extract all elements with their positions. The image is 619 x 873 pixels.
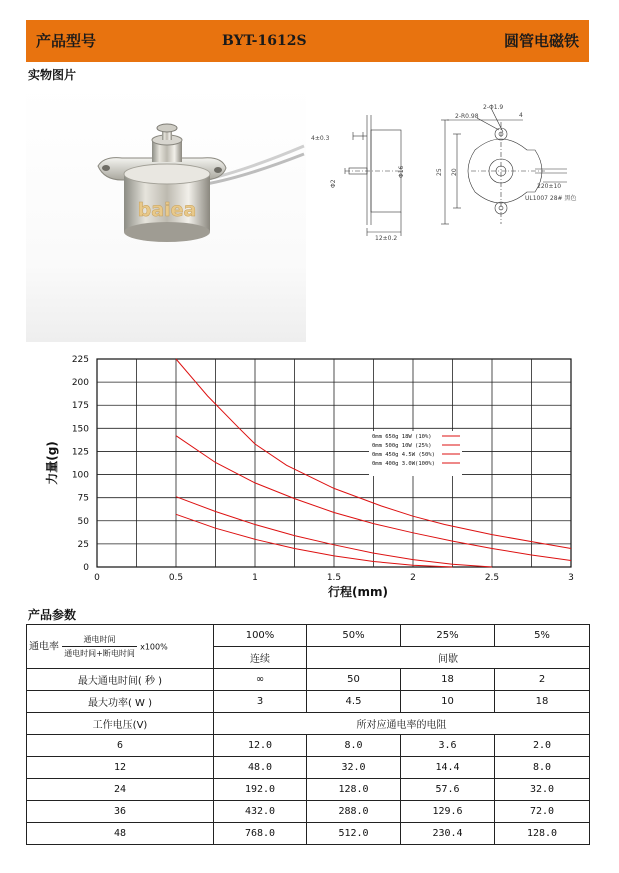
- dim-plunger-diameter: Φ2: [330, 179, 337, 188]
- resistance-cell: 8.0: [495, 757, 590, 779]
- resistance-cell: 288.0: [307, 801, 401, 823]
- product-photo: [26, 84, 306, 342]
- resistance-cell: 129.6: [401, 801, 495, 823]
- max-power-50: 4.5: [307, 691, 401, 713]
- y-axis-title: 力量(g): [45, 441, 59, 485]
- y-tick-label: 100: [71, 470, 89, 481]
- table-row: [27, 735, 590, 757]
- duty-5: 5%: [495, 625, 590, 647]
- resistance-cell: 432.0: [214, 801, 307, 823]
- y-tick-label: 175: [71, 401, 89, 412]
- x-tick-label: 3: [568, 573, 574, 583]
- legend-entry: 0mm 500g 10W (25%): [372, 443, 432, 449]
- y-tick-label: 200: [71, 378, 89, 389]
- table-row: [27, 801, 590, 823]
- dim-hole-offset: 4: [519, 112, 523, 119]
- resistance-cell: 14.4: [401, 757, 495, 779]
- duty-100: 100%: [214, 625, 307, 647]
- dim-hole-spacing: 20: [451, 168, 458, 176]
- voltage-header: 工作电压(V): [27, 713, 214, 735]
- dim-overall-height: 25: [436, 168, 443, 176]
- parameter-table: [26, 624, 590, 845]
- product-model-label: 产品型号: [36, 32, 97, 50]
- resistance-cell: 48.0: [214, 757, 307, 779]
- y-tick-label: 225: [71, 355, 89, 365]
- max-on-time-label: 最大通电时间( 秒 ): [27, 669, 214, 691]
- voltage-cell: 6: [27, 735, 214, 757]
- resistance-cell: 32.0: [495, 779, 590, 801]
- x-tick-label: 2: [410, 573, 416, 583]
- duty-formula-suffix: x100%: [140, 642, 168, 652]
- dim-lead-length: 220±10: [537, 183, 562, 190]
- product-model-value: BYT-1612S: [222, 33, 307, 49]
- max-on-time-100: ∞: [214, 669, 307, 691]
- continuous-label: 连续: [214, 647, 307, 669]
- resistance-cell: 12.0: [214, 735, 307, 757]
- y-tick-label: 125: [71, 447, 89, 458]
- max-power-label: 最大功率( W ): [27, 691, 214, 713]
- photo-section-title: 实物图片: [28, 68, 77, 82]
- duty-25: 25%: [401, 625, 495, 647]
- brand-logo: baiea: [137, 199, 197, 221]
- resistance-cell: 192.0: [214, 779, 307, 801]
- x-tick-labels: [94, 573, 574, 583]
- force-stroke-chart: [20, 350, 590, 605]
- duty-cycle-label: 通电率: [29, 641, 59, 653]
- dimension-drawings: [305, 100, 595, 250]
- resistance-cell: 512.0: [307, 823, 401, 845]
- x-tick-label: 0.5: [168, 573, 184, 583]
- max-on-time-50: 50: [307, 669, 401, 691]
- voltage-cell: 36: [27, 801, 214, 823]
- max-power-25: 10: [401, 691, 495, 713]
- duty-formula: [62, 634, 137, 659]
- x-tick-label: 2.5: [484, 573, 500, 583]
- x-tick-label: 1.5: [326, 573, 342, 583]
- legend-entry: 0mm 400g 3.0W(100%): [372, 461, 435, 467]
- table-row: [27, 779, 590, 801]
- table-row: [27, 823, 590, 845]
- max-on-time-5: 2: [495, 669, 590, 691]
- duty-formula-denominator: 通电时间+断电时间: [64, 649, 135, 658]
- y-tick-label: 150: [71, 424, 89, 435]
- resistance-cell: 128.0: [307, 779, 401, 801]
- x-axis-title: 行程(mm): [328, 585, 388, 599]
- resistance-cell: 2.0: [495, 735, 590, 757]
- x-tick-label: 1: [252, 573, 258, 583]
- header-bar: [26, 20, 589, 62]
- duty-50: 50%: [307, 625, 401, 647]
- dim-hole-radius: 2-R0.98: [455, 113, 479, 120]
- resistance-cell: 57.6: [401, 779, 495, 801]
- resistance-cell: 128.0: [495, 823, 590, 845]
- product-type: 圆管电磁铁: [503, 32, 579, 50]
- x-tick-label: 0: [94, 573, 100, 583]
- dim-flange-gap: 4±0.3: [311, 135, 330, 142]
- legend-entry: 0mm 450g 4.5W (50%): [372, 452, 435, 458]
- intermittent-label: 间歇: [307, 647, 590, 669]
- voltage-cell: 24: [27, 779, 214, 801]
- table-row: [27, 757, 590, 779]
- dim-hole-diameter: 2-Φ1.9: [483, 104, 504, 111]
- resistance-cell: 3.6: [401, 735, 495, 757]
- dim-body-diameter: Φ16: [398, 165, 405, 178]
- legend-entry: 0mm 650g 18W (10%): [372, 434, 432, 440]
- duty-formula-numerator: 通电时间: [62, 634, 137, 647]
- y-tick-labels: [72, 355, 89, 573]
- resistance-cell: 768.0: [214, 823, 307, 845]
- max-power-5: 18: [495, 691, 590, 713]
- y-tick-label: 75: [77, 493, 89, 504]
- max-on-time-25: 18: [401, 669, 495, 691]
- voltage-cell: 12: [27, 757, 214, 779]
- resistance-cell: 32.0: [307, 757, 401, 779]
- y-tick-label: 50: [77, 516, 89, 527]
- duty-cycle-label-cell: [27, 625, 214, 669]
- dim-lead-wire-spec: UL1007 28# 黑色: [525, 195, 577, 202]
- resistance-cell: 72.0: [495, 801, 590, 823]
- y-tick-label: 25: [77, 539, 89, 550]
- resistance-cell: 8.0: [307, 735, 401, 757]
- resistance-cell: 230.4: [401, 823, 495, 845]
- max-power-100: 3: [214, 691, 307, 713]
- y-tick-label: 0: [83, 563, 89, 573]
- params-section-title: 产品参数: [28, 608, 77, 622]
- voltage-cell: 48: [27, 823, 214, 845]
- resistance-header: 所对应通电率的电阻: [214, 713, 590, 735]
- solenoid-photo-image: [26, 84, 306, 342]
- dim-body-length: 12±0.2: [375, 235, 398, 242]
